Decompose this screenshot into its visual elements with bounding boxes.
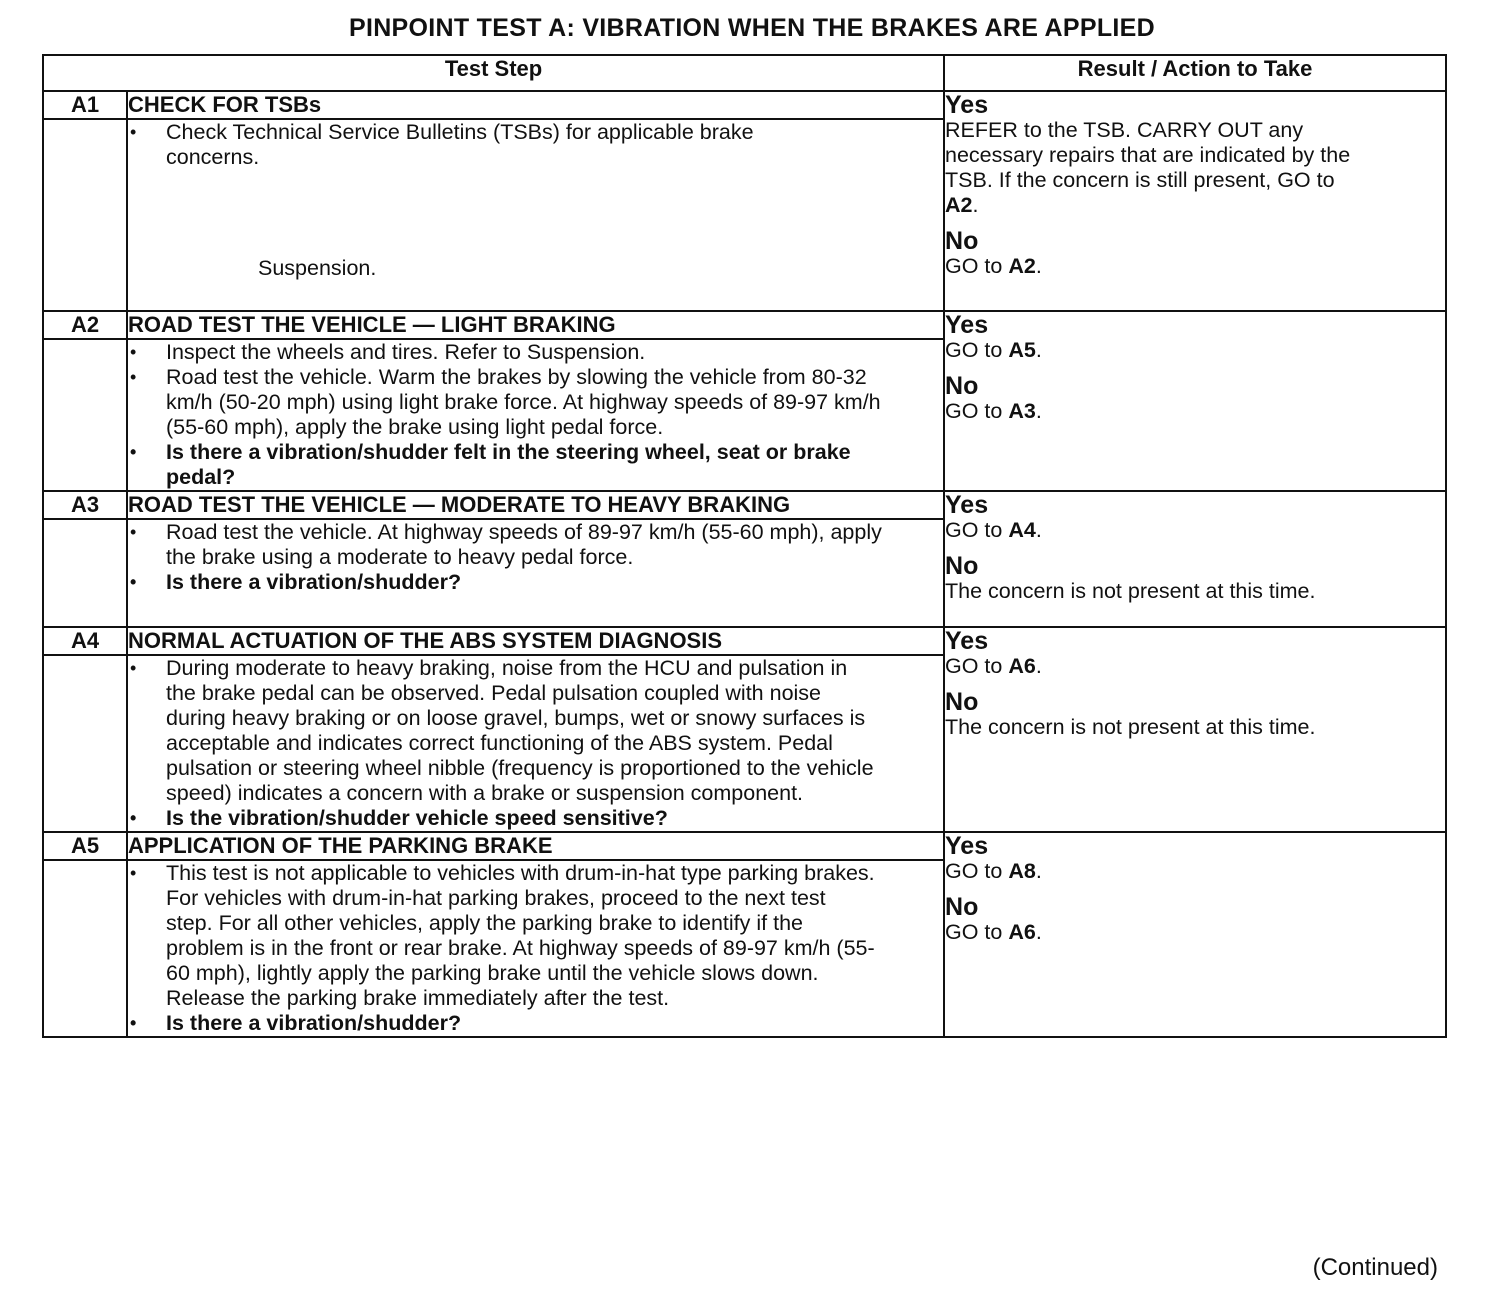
no-ref: A2 (1008, 254, 1036, 278)
step-body (127, 519, 944, 627)
step-bullet: • Inspect the wheels and tires. Refer to Suspension. (128, 340, 943, 365)
no-label: No (945, 893, 979, 921)
no-answer (945, 689, 1445, 740)
step-title-row (43, 832, 1446, 860)
yes-label: Yes (945, 627, 989, 655)
no-text: GO to (945, 399, 1003, 423)
step-title (127, 491, 944, 519)
step-bullet: • During moderate to heavy braking, noise from the HCU and pulsation in the brake pedal can be observed. Pedal pulsation coupled with noise during heavy braking or on loose gravel, bumps, wet or snowy surfaces is acceptable and indicates correct functioning of the ABS system. Pedal pulsation or steering wheel nibble (frequency is proportioned to the vehicle speed) indicates a concern with a brake or suspension component. (128, 656, 876, 806)
no-answer: No GO to A2. (945, 228, 1445, 279)
yes-answer: Yes GO to A4. (945, 492, 1445, 543)
step-title: CHECK FOR TSBs (127, 91, 944, 119)
step-id: A4 (43, 627, 127, 655)
header-result: Result / Action to Take (944, 55, 1446, 91)
step-title: NORMAL ACTUATION OF THE ABS SYSTEM DIAGNOSIS (127, 627, 944, 655)
yes-label: Yes (945, 832, 989, 860)
step-id: A5 (43, 832, 127, 860)
step-body (127, 655, 944, 832)
yes-ref: A8 (1008, 859, 1036, 883)
page-title: PINPOINT TEST A: VIBRATION WHEN THE BRAKES ARE APPLIED (348, 14, 1156, 42)
no-answer (945, 553, 1445, 604)
step-id-spacer (43, 519, 127, 627)
no-text: The concern is not present at this time. (945, 715, 1316, 739)
no-label: No (945, 688, 979, 716)
continued-note: (Continued) (1312, 1254, 1438, 1281)
yes-text: GO to (945, 859, 1003, 883)
step-bullets (128, 340, 943, 490)
yes-label: Yes (945, 311, 989, 339)
step-body (127, 860, 944, 1037)
step-bullet: • Road test the vehicle. Warm the brakes by slowing the vehicle from 80-32 km/h (50-20 mph) using light brake force. At highway speeds of 89-97 km/h (55-60 mph), apply the brake using light pedal force. (128, 365, 906, 440)
step-id: A1 (43, 91, 127, 119)
no-ref: A3 (1008, 399, 1036, 423)
step-id: A3 (43, 491, 127, 519)
yes-label: Yes (945, 91, 989, 119)
step-result (944, 627, 1446, 832)
yes-label: Yes (945, 491, 989, 519)
pinpoint-test-table (42, 54, 1447, 1038)
yes-answer: Yes GO to A6. (945, 628, 1445, 679)
no-text: The concern is not present at this time. (945, 579, 1316, 603)
no-label: No (945, 227, 979, 255)
yes-ref: A2 (945, 193, 973, 217)
step-bullets (128, 520, 943, 595)
step-result (944, 832, 1446, 1037)
step-title-text: ROAD TEST THE VEHICLE — MODERATE TO HEAVY BRAKING (128, 492, 791, 517)
header-test-step: Test Step (43, 55, 944, 91)
step-question: • Is the vibration/shudder vehicle speed sensitive? (128, 806, 943, 831)
step-result (944, 491, 1446, 627)
no-text: GO to (945, 254, 1003, 278)
step-bullet: • This test is not applicable to vehicles with drum-in-hat type parking brakes. For vehicles with drum-in-hat parking brakes, proceed to the next test step. For all other vehicles, apply the parking brake to identify if the problem is in the front or rear brake. At highway speeds of 89-97 km/h (55-60 mph), lightly apply the parking brake until the vehicle slows down. Release the parking brake immediately after the test. (128, 861, 876, 1011)
yes-answer: Yes GO to A8. (945, 833, 1445, 884)
no-label: No (945, 552, 979, 580)
step-id: A2 (43, 311, 127, 339)
yes-ref: A5 (1008, 338, 1036, 362)
step-title: ROAD TEST THE VEHICLE — LIGHT BRAKING (127, 311, 944, 339)
step-title-row (43, 91, 1446, 119)
step-question: • Is there a vibration/shudder? (128, 570, 943, 595)
step-note: Suspension. (258, 256, 377, 280)
step-bullets (128, 656, 943, 831)
step-bullet: • Road test the vehicle. At highway speeds of 89-97 km/h (55-60 mph), apply the brake using a moderate to heavy pedal force. (128, 520, 886, 570)
table-header-row (43, 55, 1446, 91)
step-question: • Is there a vibration/shudder? (128, 1011, 943, 1036)
step-bullet: • Check Technical Service Bulletins (TSBs) for applicable brake concerns. (128, 120, 806, 170)
step-question: • Is there a vibration/shudder felt in the steering wheel, seat or brake pedal? (128, 440, 886, 490)
step-title: APPLICATION OF THE PARKING BRAKE (127, 832, 944, 860)
yes-text: GO to (945, 338, 1003, 362)
step-bullets (128, 120, 943, 170)
yes-answer: Yes REFER to the TSB. CARRY OUT any necessary repairs that are indicated by the TSB. If the concern is still present, GO to A2. (945, 92, 1445, 218)
no-answer: No GO to A3. (945, 373, 1445, 424)
yes-text: GO to (945, 654, 1003, 678)
step-title-row (43, 491, 1446, 519)
step-result (944, 91, 1446, 311)
no-text: GO to (945, 920, 1003, 944)
yes-text: GO to (945, 518, 1003, 542)
step-id-spacer (43, 655, 127, 832)
yes-ref: A6 (1008, 654, 1036, 678)
step-id-spacer (43, 860, 127, 1037)
step-id-spacer (43, 119, 127, 311)
step-title-row (43, 311, 1446, 339)
step-bullets (128, 861, 943, 1036)
yes-answer: Yes GO to A5. (945, 312, 1445, 363)
no-label: No (945, 372, 979, 400)
step-result (944, 311, 1446, 491)
step-body (127, 119, 944, 311)
step-title-row (43, 627, 1446, 655)
no-ref: A6 (1008, 920, 1036, 944)
yes-ref: A4 (1008, 518, 1036, 542)
yes-text: REFER to the TSB. CARRY OUT any necessary repairs that are indicated by the TSB. If the concern is still present, GO to (945, 118, 1351, 192)
step-body (127, 339, 944, 491)
step-id-spacer (43, 339, 127, 491)
no-answer: No GO to A6. (945, 894, 1445, 945)
